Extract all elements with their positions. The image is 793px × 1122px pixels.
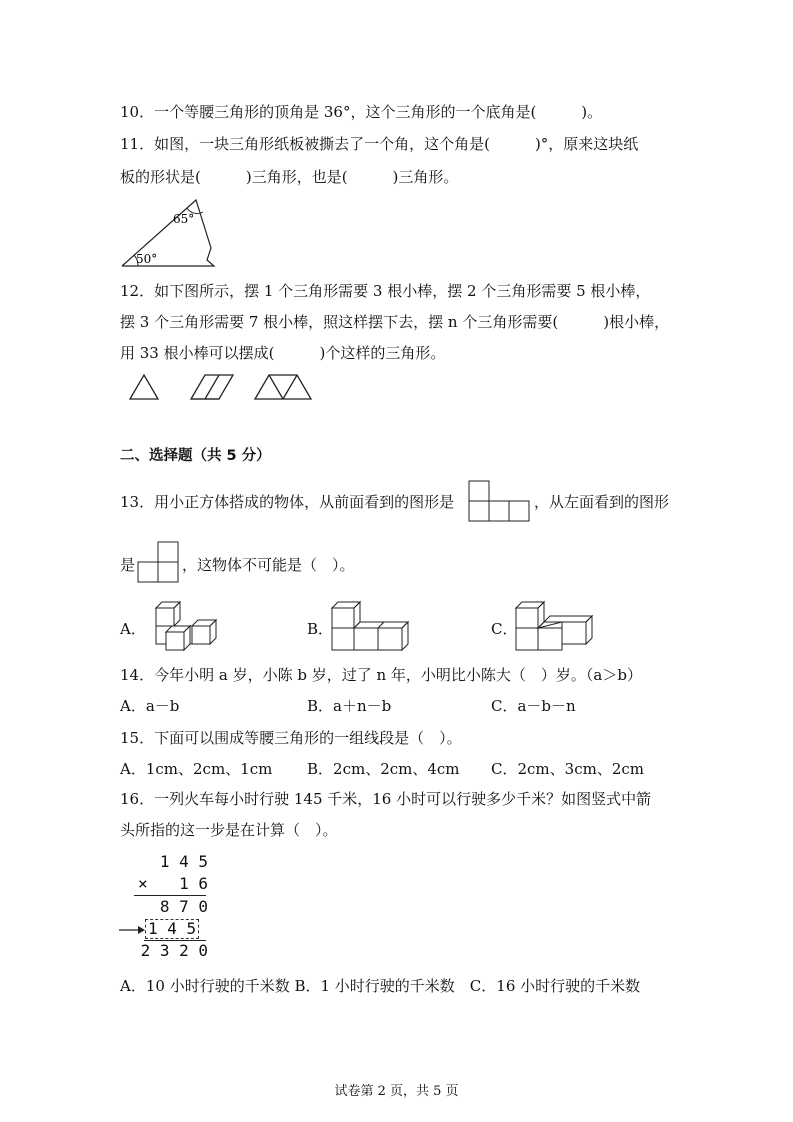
question-11-line-1: 11．如图，一块三角形纸板被撕去了一个角，这个角是( )°，原来这块纸 (120, 135, 639, 153)
vertical-multiplication (118, 852, 218, 962)
angle-label-top: 65° (173, 212, 195, 226)
page-footer: 试卷第 2 页，共 5 页 (334, 1084, 459, 1099)
section-2-title: 二、选择题（共 5 分） (120, 448, 271, 464)
option-a-cubes-figure (150, 598, 222, 654)
calc-result: 2 3 2 0 (140, 941, 208, 960)
calc-partial-1: 8 7 0 (159, 897, 208, 916)
question-13-option-b-label[interactable]: B． (307, 620, 334, 638)
question-16-line-1: 16．一列火车每小时行驶 145 千米，16 小时可以行驶多少千米？如图竖式中箭 (120, 790, 652, 808)
question-13-part-4: ，这物体不可能是（ ）。 (182, 556, 355, 574)
question-13-part-2: ，从左面看到的图形 (534, 493, 670, 511)
calc-times-sign: × (138, 874, 148, 893)
question-15: 15．下面可以围成等腰三角形的一组线段是（ ）。 (120, 729, 462, 747)
question-16-line-2: 头所指的这一步是在计算（ ）。 (120, 821, 338, 839)
left-view-figure (136, 541, 182, 585)
question-14: 14．今年小明 a 岁，小陈 b 岁，过了 n 年，小明比小陈大（ ）岁。（a＞b） (120, 666, 642, 684)
front-view-figure (468, 480, 533, 524)
torn-triangle-figure (118, 196, 228, 271)
question-11-line-2: 板的形状是( )三角形，也是( )三角形。 (120, 168, 459, 186)
question-15-option-c[interactable]: C．2cm、3cm、2cm (491, 760, 644, 778)
angle-label-bottom: 50° (136, 252, 158, 266)
question-12-line-2: 摆 3 个三角形需要 7 根小棒，照这样摆下去，摆 n 个三角形需要( )根小棒， (120, 313, 670, 331)
one-triangle (130, 375, 158, 399)
calc-line-1 (134, 895, 206, 896)
question-13-option-a-label[interactable]: A． (120, 620, 146, 638)
question-14-option-a[interactable]: A．a－b (120, 697, 180, 715)
option-c-cubes-figure (514, 598, 600, 654)
two-triangles (191, 375, 233, 399)
question-13-part-3: 是 (120, 556, 136, 574)
question-16-options[interactable]: A．10 小时行驶的千米数 B．1 小时行驶的千米数 C．16 小时行驶的千米数 (120, 977, 641, 995)
arrow-icon (118, 924, 146, 936)
option-b-cubes-figure (330, 598, 416, 654)
calc-multiplicand: 1 4 5 (159, 852, 208, 871)
question-13-option-c-label[interactable]: C． (491, 620, 518, 638)
question-15-option-a[interactable]: A．1cm、2cm、1cm (120, 760, 273, 778)
calc-partial-2-boxed: 1 4 5 (145, 919, 199, 939)
question-13-part-1: 13．用小正方体搭成的物体，从前面看到的图形是 (120, 493, 455, 511)
question-14-option-c[interactable]: C．a－b－n (491, 697, 576, 715)
three-triangles (255, 375, 311, 399)
calc-multiplier: 1 6 (179, 874, 208, 893)
question-12-line-1: 12．如下图所示，摆 1 个三角形需要 3 根小棒，摆 2 个三角形需要 5 根小棒， (120, 282, 651, 300)
question-14-option-b[interactable]: B．a＋n－b (307, 697, 392, 715)
question-10: 10．一个等腰三角形的顶角是 36°，这个三角形的一个底角是( )。 (120, 103, 603, 121)
question-12-line-3: 用 33 根小棒可以摆成( )个这样的三角形。 (120, 344, 446, 362)
matchstick-triangles-figure (125, 372, 315, 404)
question-15-option-b[interactable]: B．2cm、2cm、4cm (307, 760, 460, 778)
